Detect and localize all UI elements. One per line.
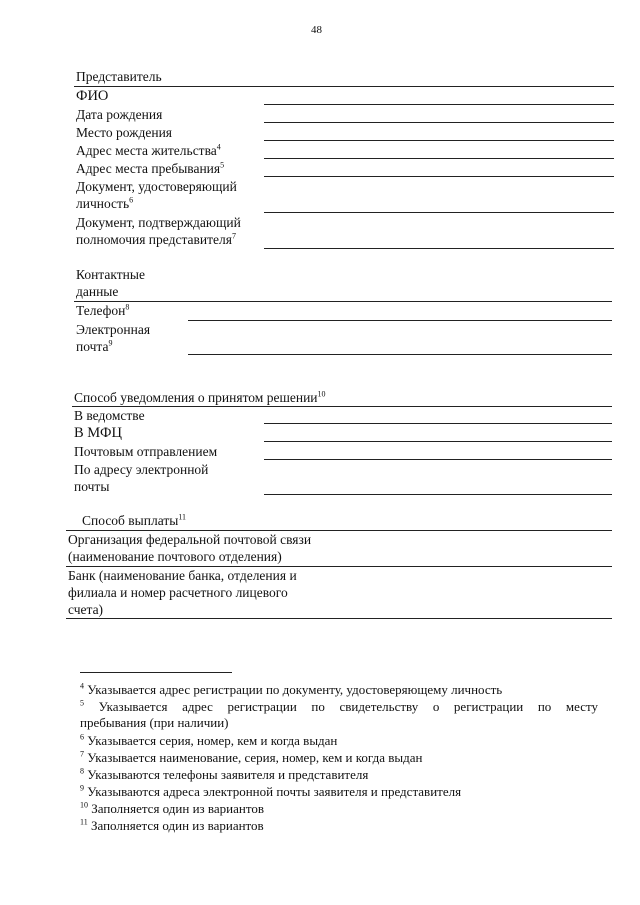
id-document-label: Документ, удостоверяющий личность$^6$ <box>76 179 237 211</box>
footnote-ref: 7 <box>231 231 236 241</box>
notify-email-label: По адресу электронной почты <box>74 462 209 494</box>
section-divider <box>74 86 614 87</box>
footnote-6: $^6$ Указывается серия, номер, кем и когда выдан <box>80 732 338 748</box>
phone-label: Телефон$^8$ <box>76 302 130 318</box>
notify-department-label: В ведомстве <box>74 408 145 423</box>
section-divider <box>74 301 612 302</box>
payment-title: Способ выплаты$^{11}$ <box>82 512 187 528</box>
payment-post-org-label: Организация федеральной почтовой связи (наименование почтового отделения) <box>68 532 312 564</box>
birth-place-label: Место рождения <box>76 125 173 140</box>
footnote-4: $^4$ Указывается адрес регистрации по документу, удостоверяющему личность <box>80 681 503 697</box>
footnote-ref: 8 <box>125 302 130 312</box>
footnote-11: $^{11}$ Заполняется один из вариантов <box>80 817 264 833</box>
footnote-ref: 11 <box>178 512 187 522</box>
notify-mfc-field[interactable] <box>264 441 612 442</box>
footnote-ref: 5 <box>220 160 225 170</box>
footnote-ref: 9 <box>108 338 113 348</box>
residence-address-field[interactable] <box>264 158 614 159</box>
footnote-8: $^8$ Указываются телефоны заявителя и представителя <box>80 766 369 782</box>
footnote-ref: 10 <box>317 389 326 399</box>
birth-place-field[interactable] <box>264 140 614 141</box>
email-field[interactable] <box>188 354 612 355</box>
payment-bank-field[interactable] <box>66 618 612 619</box>
birth-date-label: Дата рождения <box>76 107 163 122</box>
representative-title: Представитель <box>76 69 162 84</box>
footnote-ref: 4 <box>216 142 221 152</box>
birth-date-field[interactable] <box>264 122 614 123</box>
phone-field[interactable] <box>188 320 612 321</box>
notify-post-label: Почтовым отправлением <box>74 444 218 459</box>
stay-address-label: Адрес места пребывания$^5$ <box>76 160 225 176</box>
footnote-9: $^9$ Указываются адреса электронной почты заявителя и представителя <box>80 783 462 799</box>
stay-address-field[interactable] <box>264 176 614 177</box>
id-document-field[interactable] <box>264 212 614 213</box>
authority-document-label: Документ, подтверждающий полномочия представителя$^7$ <box>76 215 241 247</box>
fio-label: ФИО <box>76 88 109 104</box>
footnote-5: $^5$ Указывается адрес регистрации по свидетельству о регистрации по месту пребывания (при наличии) <box>80 698 599 730</box>
email-label: Электронная почта$^9$ <box>76 322 151 354</box>
notify-post-field[interactable] <box>264 459 612 460</box>
residence-address-label: Адрес места жительства$^4$ <box>76 142 221 158</box>
notify-email-field[interactable] <box>264 494 612 495</box>
footnote-7: $^7$ Указывается наименование, серия, номер, кем и когда выдан <box>80 749 423 765</box>
footnote-ref: 6 <box>129 195 134 205</box>
contacts-title: Контактные данные <box>76 267 145 299</box>
authority-document-field[interactable] <box>264 248 614 249</box>
page-number: 48 <box>311 24 322 36</box>
notification-title: Способ уведомления о принятом решении$^{10}$ <box>74 389 326 405</box>
notify-mfc-label: В МФЦ <box>74 425 122 441</box>
fio-field[interactable] <box>264 104 614 105</box>
notify-department-field[interactable] <box>264 423 612 424</box>
payment-bank-label: Банк (наименование банка, отделения и филиала и номер расчетного лицевого счета) <box>68 568 297 617</box>
footnote-10: $^{10}$ Заполняется один из вариантов <box>80 800 264 816</box>
footnote-separator <box>80 672 232 673</box>
section-divider <box>72 406 612 407</box>
